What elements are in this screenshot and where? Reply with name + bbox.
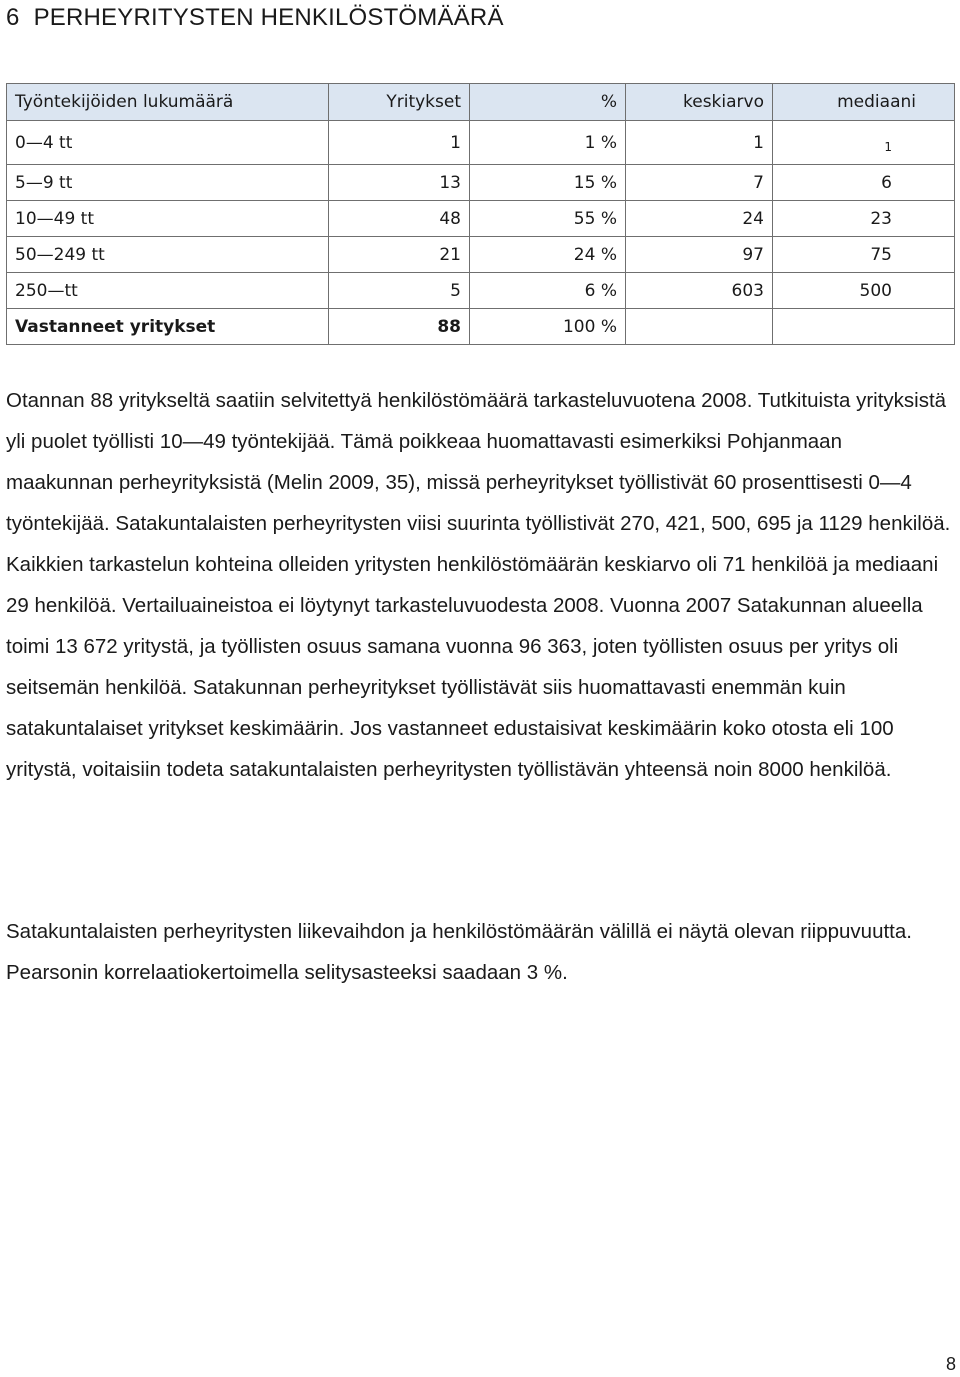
cell-mean: 1 bbox=[626, 121, 773, 165]
cell-companies: 21 bbox=[329, 237, 470, 273]
table-row bbox=[7, 121, 955, 165]
cell-percent: 24 % bbox=[470, 237, 626, 273]
cell-percent: 15 % bbox=[470, 165, 626, 201]
cell-total-median bbox=[773, 309, 955, 345]
section-number: 6 bbox=[6, 4, 20, 31]
paragraph-correlation: Satakuntalaisten perheyritysten liikevaihdon ja henkilöstömäärän välillä ei näytä olevan riippuvuutta. Pearsonin korrelaatiokertoimella selitysasteeksi saadaan 3 %. bbox=[6, 920, 912, 984]
cell-mean: 24 bbox=[626, 201, 773, 237]
cell-percent: 1 % bbox=[470, 121, 626, 165]
cell-percent: 6 % bbox=[470, 273, 626, 309]
cell-companies: 1 bbox=[329, 121, 470, 165]
paragraph-employee-summary: Otannan 88 yritykseltä saatiin selvitettyä henkilöstömäärä tarkasteluvuotena 2008. Tutkituista yrityksistä yli puolet työllisti 10—49 työntekijää. Tämä poikkeaa huomattavasti esimerkiksi Pohjanmaan maakunnan perheyrityksistä (Melin 2009, 35), missä perheyritykset työllistivät 60 prosenttisesti 0—4 työntekijää. Satakuntalaisten perheyritysten viisi suurinta työllistivät 270, 421, 500, 695 ja 1129 henkilöä. Kaikkien tarkastelun kohteina olleiden yritysten henkilöstömäärän keskiarvo oli 71 henkilöä ja mediaani 29 henkilöä. Vertailuaineistoa ei löytynyt tarkasteluvuodesta 2008. Vuonna 2007 Satakunnan alueella toimi 13 672 yritystä, ja työllisten osuus samana vuonna 96 363, joten työllisten osuus per yritys oli seitsemän henkilöä. Satakunnan perheyritykset työllistävät siis huomattavasti enemmän kuin satakuntalaiset yritykset keskimäärin. Jos vastanneet edustaisivat keskimäärin koko otosta eli 100 yritystä, voitaisiin todeta satakuntalaisten perheyritysten työllistävän yhteensä noin 8000 henkilöä. bbox=[6, 389, 951, 781]
cell-size-class: 250—tt bbox=[7, 273, 329, 309]
cell-total-percent: 100 % bbox=[470, 309, 626, 345]
cell-mean: 7 bbox=[626, 165, 773, 201]
cell-median: 6 bbox=[773, 165, 955, 201]
cell-size-class: 0—4 tt bbox=[7, 121, 329, 165]
cell-mean: 97 bbox=[626, 237, 773, 273]
employee-count-table bbox=[6, 83, 955, 345]
table-total-row bbox=[7, 309, 955, 345]
header-percent: % bbox=[470, 84, 626, 121]
cell-total-label: Vastanneet yritykset bbox=[7, 309, 329, 345]
cell-total-mean bbox=[626, 309, 773, 345]
header-companies: Yritykset bbox=[329, 84, 470, 121]
header-employee-count: Työntekijöiden lukumäärä bbox=[7, 84, 329, 121]
section-heading bbox=[6, 4, 504, 32]
cell-median: 23 bbox=[773, 201, 955, 237]
section-title: PERHEYRITYSTEN HENKILÖSTÖMÄÄRÄ bbox=[33, 4, 504, 31]
table-row bbox=[7, 237, 955, 273]
table-header-row bbox=[7, 84, 955, 121]
cell-size-class: 10—49 tt bbox=[7, 201, 329, 237]
cell-size-class: 5—9 tt bbox=[7, 165, 329, 201]
cell-companies: 13 bbox=[329, 165, 470, 201]
cell-companies: 5 bbox=[329, 273, 470, 309]
cell-median: 1 bbox=[773, 121, 955, 165]
cell-companies: 48 bbox=[329, 201, 470, 237]
cell-total-companies: 88 bbox=[329, 309, 470, 345]
header-mean: keskiarvo bbox=[626, 84, 773, 121]
cell-mean: 603 bbox=[626, 273, 773, 309]
table-row bbox=[7, 165, 955, 201]
cell-median: 75 bbox=[773, 237, 955, 273]
header-median: mediaani bbox=[773, 84, 955, 121]
table-row bbox=[7, 201, 955, 237]
cell-percent: 55 % bbox=[470, 201, 626, 237]
table-row bbox=[7, 273, 955, 309]
page-number: 8 bbox=[945, 1354, 956, 1374]
cell-median: 500 bbox=[773, 273, 955, 309]
cell-size-class: 50—249 tt bbox=[7, 237, 329, 273]
